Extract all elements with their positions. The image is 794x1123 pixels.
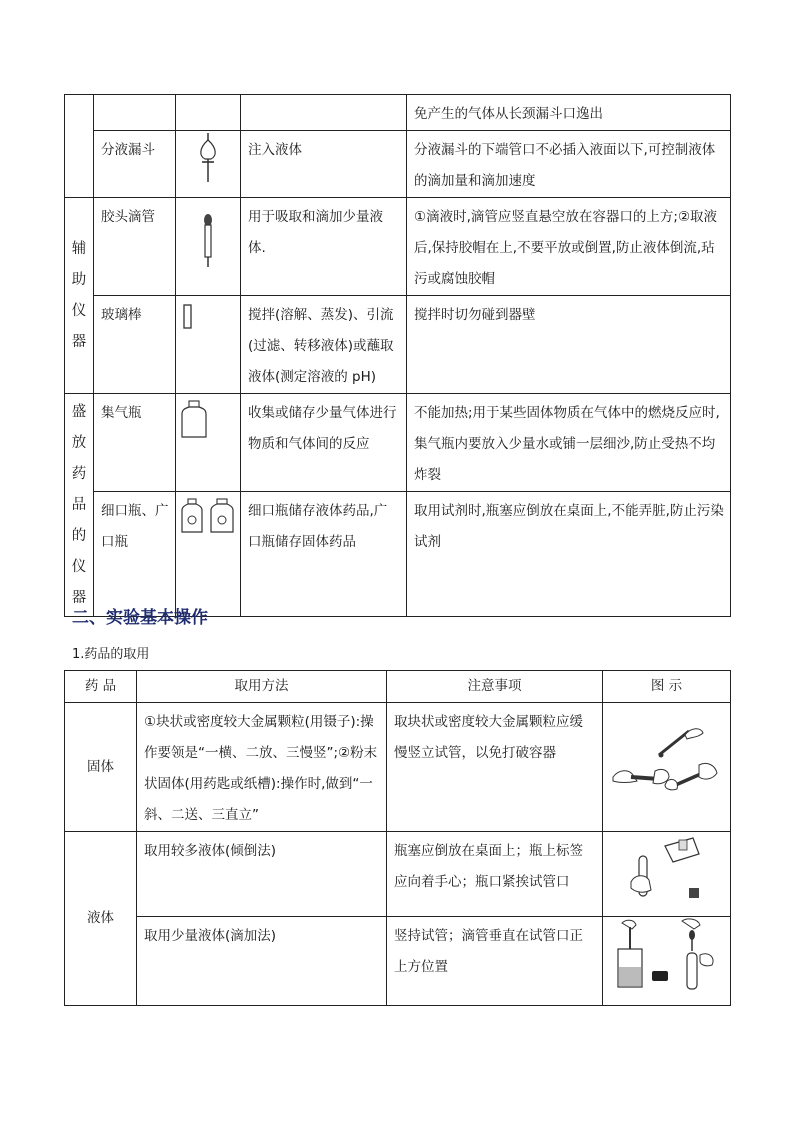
instrument-use: 细口瓶储存液体药品,广口瓶储存固体药品 bbox=[241, 492, 407, 617]
instrument-name: 集气瓶 bbox=[94, 394, 176, 492]
liquid-method-pouring: 取用较多液体(倾倒法) bbox=[137, 832, 387, 917]
table-row bbox=[65, 394, 731, 492]
gas-jar-icon bbox=[180, 400, 208, 440]
instrument-note: 不能加热;用于某些固体物质在气体中的燃烧反应时,集气瓶内要放入少量水或铺一层细沙,防止受热不均炸裂 bbox=[407, 394, 731, 492]
instrument-note: ①滴液时,滴管应竖直悬空放在容器口的上方;②取液后,保持胶帽在上,不要平放或倒置,防止液体倒流,玷污或腐蚀胶帽 bbox=[407, 198, 731, 296]
dropping-figure bbox=[612, 917, 722, 993]
instrument-use: 收集或储存少量气体进行物质和气体间的反应 bbox=[241, 394, 407, 492]
instrument-use: 搅拌(溶解、蒸发)、引流(过滤、转移液体)或蘸取液体(测定溶液的 pH) bbox=[241, 296, 407, 394]
separatory-funnel-icon bbox=[196, 132, 220, 184]
dropper-icon bbox=[201, 213, 215, 269]
table-row bbox=[65, 917, 731, 1006]
drug-solid-label: 固体 bbox=[65, 703, 137, 832]
instrument-use: 注入液体 bbox=[241, 131, 407, 198]
instrument-name: 胶头滴管 bbox=[94, 198, 176, 296]
note-cell: 免产生的气体从长颈漏斗口逸出 bbox=[407, 95, 731, 131]
category-storage: 盛 放 药 品 的 仪 器 bbox=[65, 394, 94, 617]
instrument-name: 玻璃棒 bbox=[94, 296, 176, 394]
solid-handling-figure bbox=[607, 725, 727, 797]
solid-method: ①块状或密度较大金属颗粒(用镊子):操作要领是“一横、二放、三慢竖”;②粉末状固体(用药匙或纸槽):操作时,做到“一斜、二送、三直立” bbox=[137, 703, 387, 832]
liquid-note-pouring: 瓶塞应倒放在桌面上；瓶上标签应向着手心；瓶口紧挨试管口 bbox=[387, 832, 603, 917]
instrument-name: 分液漏斗 bbox=[94, 131, 176, 198]
instrument-note: 分液漏斗的下端管口不必插入液面以下,可控制液体的滴加量和滴加速度 bbox=[407, 131, 731, 198]
category-cell-top bbox=[65, 95, 94, 198]
drug-handling-table bbox=[64, 670, 731, 1006]
pouring-figure bbox=[627, 832, 707, 904]
table-header-row bbox=[65, 671, 731, 703]
table-row bbox=[65, 131, 731, 198]
header-figure: 图 示 bbox=[603, 671, 731, 703]
liquid-note-dropping: 竖持试管；滴管垂直在试管口正上方位置 bbox=[387, 917, 603, 1006]
section-title: 二、实验基本操作 bbox=[72, 608, 208, 628]
instrument-note: 取用试剂时,瓶塞应倒放在桌面上,不能弄脏,防止污染试剂 bbox=[407, 492, 731, 617]
header-drug: 药 品 bbox=[65, 671, 137, 703]
instruments-table bbox=[64, 94, 731, 617]
table-row bbox=[65, 95, 731, 131]
table-row bbox=[65, 492, 731, 617]
subsection-title: 1.药品的取用 bbox=[72, 647, 150, 662]
glass-rod-icon bbox=[182, 304, 194, 330]
table-row bbox=[65, 198, 731, 296]
reagent-bottles-icon bbox=[179, 498, 237, 534]
table-row bbox=[65, 703, 731, 832]
table-row bbox=[65, 832, 731, 917]
header-method: 取用方法 bbox=[137, 671, 387, 703]
instrument-note: 搅拌时切勿碰到器壁 bbox=[407, 296, 731, 394]
solid-note: 取块状或密度较大金属颗粒应缓慢竖立试管，以免打破容器 bbox=[387, 703, 603, 832]
drug-liquid-label: 液体 bbox=[65, 832, 137, 1006]
instrument-name: 细口瓶、广口瓶 bbox=[94, 492, 176, 617]
table-row bbox=[65, 296, 731, 394]
category-auxiliary: 辅 助 仪 器 bbox=[65, 198, 94, 394]
instrument-use: 用于吸取和滴加少量液体. bbox=[241, 198, 407, 296]
liquid-method-dropping: 取用少量液体(滴加法) bbox=[137, 917, 387, 1006]
header-note: 注意事项 bbox=[387, 671, 603, 703]
